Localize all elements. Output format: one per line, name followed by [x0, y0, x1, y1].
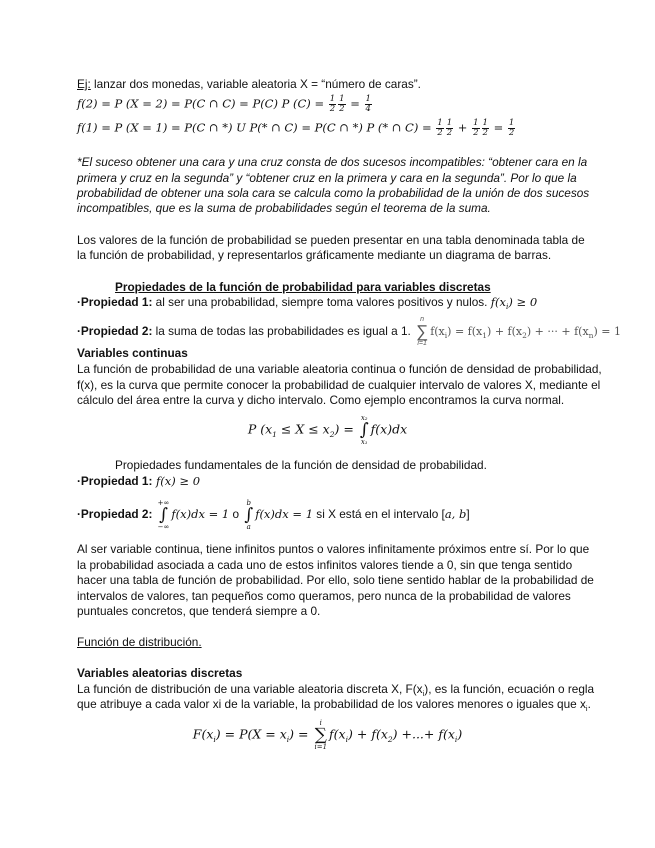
- prop1-math-a: f(x: [490, 295, 506, 309]
- note-line: incompatibles, que es la suma de probabilidades según el teorema de la suma.: [77, 201, 491, 215]
- distribution-subheading: Variables aleatorias discretas: [77, 666, 243, 680]
- continuous-line: f(x), es la curva que permite conocer la probabilidad de cualquier intervalo de valores X, mediante el: [77, 378, 601, 392]
- continuous-line: cálculo del área entre la curva y dicho intervalo. Como ejemplo encontramos la curva normal.: [77, 393, 565, 407]
- dprop2-close: ]: [466, 507, 470, 521]
- deq-a: F(x: [192, 726, 214, 742]
- paragraph-line: la probabilidad asociada a cada uno de estos infinitos valores tiende a 0, sin que tenga sentido: [77, 558, 573, 572]
- paragraph-line: Al ser variable continua, tiene infinitos puntos o valores infinitamente próximos entre sí. Por lo que: [77, 542, 590, 556]
- prop2-formula: [430, 325, 622, 341]
- distribution-heading: Función de distribución.: [77, 635, 202, 649]
- dprop2-or: o: [229, 507, 243, 521]
- int-bottom: x₁: [360, 438, 368, 446]
- frac-num: 1: [437, 118, 443, 128]
- ceq-sub: 2: [329, 429, 335, 439]
- dprop2-math: [156, 499, 230, 531]
- integral-icon: +∞ ∫ −∞: [157, 499, 170, 531]
- note-line: *El suceso obtener una cara y una cruz consta de dos sucesos incompatibles: “obtener cara en la: [77, 155, 588, 169]
- f-a: f(x: [430, 325, 445, 339]
- prop2-text: la suma de todas las probabilidades es igual a 1.: [152, 324, 415, 339]
- discrete-props-heading: [77, 280, 491, 295]
- frac-num: 1: [473, 118, 479, 128]
- frac-num: 1: [446, 118, 453, 128]
- frac-den: 2: [329, 104, 336, 114]
- dist-l1-b: ), es la función, ecuación o regla: [424, 682, 595, 696]
- distribution-line-2: [77, 697, 591, 713]
- int-bottom: a: [246, 523, 251, 531]
- int-top: +∞: [157, 499, 170, 507]
- deq-sub: i: [213, 734, 216, 744]
- deq-sub: 2: [387, 734, 393, 744]
- eq2-left: f(1) = P (X = 1) = P(C ∩ *) U P(* ∩ C) = P(C ∩ *) P (* ∩ C) =: [77, 120, 436, 135]
- frac-den: 2: [508, 128, 515, 138]
- ceq-sub: 1: [272, 429, 277, 439]
- frac-num: 1: [508, 118, 515, 128]
- dprop1-math: f(x) ≥ 0: [152, 474, 201, 488]
- prop1-sub: i: [505, 302, 509, 311]
- dprop2-interval: a, b: [444, 507, 467, 521]
- frac-num: 1: [329, 94, 336, 104]
- eq1-frac2: [338, 95, 345, 114]
- density-prop-2: [77, 499, 470, 531]
- paragraph-line: hacer una tabla de función de probabilidad. Por ello, solo tiene sentido hablar de la probabilidad de: [77, 573, 594, 587]
- int-top: b: [246, 499, 251, 507]
- deq-sub: i: [286, 734, 290, 744]
- continuous-line: La función de probabilidad de una variable aleatoria continua o función de densidad de probabilidad,: [77, 362, 602, 376]
- eq1-equals: =: [346, 96, 364, 111]
- f-c: ) + f(x: [487, 325, 523, 339]
- continuous-equation: [0, 414, 655, 446]
- eq2-frac2: [446, 119, 453, 138]
- eq2-equals: =: [489, 120, 507, 135]
- deq-b: ) = P(X = x: [215, 726, 287, 742]
- dist-l2-b: .: [587, 697, 591, 711]
- int-top: x₂: [360, 414, 368, 422]
- prop1-math-b: ) ≥ 0: [508, 295, 538, 309]
- frac-num: 1: [339, 94, 345, 104]
- density-props-heading: Propiedades fundamentales de la función de densidad de probabilidad.: [115, 458, 487, 472]
- dprop2-label: ·Propiedad 2:: [77, 507, 153, 521]
- dist-l2-a: que atribuye a cada valor xi de la variable, la probabilidad de los valores menores o iguales que x: [77, 697, 586, 711]
- frac-den: 2: [473, 128, 479, 138]
- dist-l1-sub: i: [422, 689, 425, 698]
- sum-bottom: i=1: [314, 743, 328, 751]
- f-sub: 2: [522, 331, 527, 341]
- f-sub: 1: [482, 331, 488, 341]
- paragraph-line: la función de probabilidad, y representarlos gráficamente mediante un diagrama de barras.: [77, 248, 552, 262]
- eq1-left: f(2) = P (X = 2) = P(C ∩ C) = P(C) P (C) =: [77, 96, 328, 111]
- ceq-c: ) =: [334, 421, 358, 437]
- ceq-a: P (x: [247, 421, 273, 437]
- frac-den: 2: [437, 128, 443, 138]
- example-equation-1: [77, 95, 373, 114]
- dprop1-label: ·Propiedad 1:: [77, 474, 153, 488]
- f-e: ) = 1: [593, 325, 622, 339]
- dprop2-integrand-2: f(x)dx = 1: [255, 507, 314, 521]
- frac-den: 2: [446, 128, 453, 138]
- paragraph-line: Los valores de la función de probabilidad se pueden presentar en una tabla denominada tabla de: [77, 233, 585, 247]
- eq2-frac5: [508, 119, 515, 138]
- deq-sub: i: [345, 734, 349, 744]
- example-intro: [77, 77, 421, 92]
- eq2-frac4: [482, 119, 489, 138]
- integral-icon: x₂ ∫ x₁: [359, 414, 369, 446]
- prop1-math: [491, 295, 537, 309]
- frac-den: 4: [365, 104, 371, 114]
- prop2-label: ·Propiedad 2:: [77, 324, 153, 339]
- eq1-frac1: [329, 95, 336, 114]
- sum-top: i: [319, 719, 322, 727]
- eq2-frac3: [472, 119, 479, 138]
- f-sub: n: [588, 331, 594, 341]
- deq-e: ) + f(x: [348, 726, 388, 742]
- discrete-props-heading-text: Propiedades de la función de probabilidad para variables discretas: [115, 280, 491, 294]
- dist-l2-sub: i: [585, 704, 588, 713]
- integral-icon: b ∫ a: [244, 499, 254, 531]
- distribution-line-1: [77, 682, 594, 698]
- paragraph-line: intervalos de valores, tan pequeños como queramos, pero nunca de la probabilidad de valores: [77, 589, 571, 603]
- discrete-prop-1: [77, 295, 537, 311]
- deq-sub: i: [454, 734, 458, 744]
- ceq-b: ≤ X ≤ x: [276, 421, 330, 437]
- eq1-frac3: [365, 95, 372, 114]
- dist-l1-a: La función de distribución de una variable aleatoria discreta X, F(x: [77, 682, 423, 696]
- paragraph-line: puntuales concretos, que tenderá siempre a 0.: [77, 604, 321, 618]
- f-b: ) = f(x: [447, 325, 483, 339]
- example-equation-2: [77, 119, 516, 138]
- sum-top: n: [420, 316, 425, 323]
- eq2-frac1: [436, 119, 443, 138]
- frac-num: 1: [482, 118, 488, 128]
- ceq-integrand: f(x)dx: [370, 421, 408, 437]
- f-sub: i: [444, 331, 448, 341]
- dprop2-math-2: [242, 499, 314, 531]
- distribution-equation: [0, 719, 655, 751]
- frac-den: 2: [339, 104, 345, 114]
- deq-d: f(x: [329, 726, 346, 742]
- f-d: ) + ··· + f(x: [526, 325, 589, 339]
- prop1-label: ·Propiedad 1:: [77, 295, 153, 309]
- frac-den: 2: [482, 128, 488, 138]
- example-text: lanzar dos monedas, variable aleatoria X = “número de caras”.: [90, 77, 421, 91]
- continuous-heading: Variables continuas: [77, 346, 188, 360]
- summation-icon: i ∑ i=1: [314, 719, 328, 751]
- frac-num: 1: [365, 94, 371, 104]
- discrete-prop-2: [77, 316, 621, 348]
- deq-c: ) =: [289, 726, 313, 742]
- dprop2-integrand: f(x)dx = 1: [171, 507, 230, 521]
- density-prop-1: [77, 474, 200, 489]
- note-line: probabilidad de obtener una sola cara se calcula como la probabilidad de la unión de dos sucesos: [77, 186, 590, 200]
- eq2-plus: +: [454, 120, 472, 135]
- note-line: primera y cruz en la segunda” y “obtener cruz en la primera y cara en la segunda”. Por lo que la: [77, 171, 577, 185]
- deq-f: ) +...+ f(x: [392, 726, 455, 742]
- summation-icon: n ∑ i=1: [416, 316, 429, 347]
- sum-bottom: i=1: [417, 340, 427, 347]
- prop1-text: al ser una probabilidad, siempre toma valores positivos y nulos.: [152, 295, 491, 309]
- dprop2-tail: si X está en el intervalo [: [313, 507, 445, 521]
- int-bottom: −∞: [157, 523, 170, 531]
- deq-g: ): [457, 726, 463, 742]
- example-label: Ej:: [77, 77, 91, 91]
